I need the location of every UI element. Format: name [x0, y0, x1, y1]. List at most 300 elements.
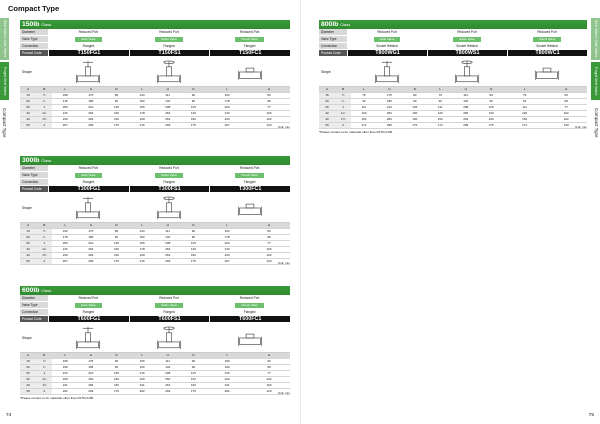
- diameter-cell: Reduced Port: [239, 166, 260, 170]
- diameter-cell: Reduced Port: [159, 30, 179, 34]
- table-cell: 120: [545, 123, 587, 129]
- table-cell: 229: [206, 117, 248, 123]
- column-header: L: [206, 223, 248, 229]
- table-cell: 165: [52, 359, 78, 365]
- column-header: B: [36, 87, 52, 93]
- table-cell: 263: [377, 111, 402, 117]
- table-cell: 90: [478, 93, 503, 99]
- diameter-cell: Reduced Port: [537, 30, 557, 34]
- class-suffix: Class: [41, 158, 52, 163]
- product-code-cell[interactable]: T600FC1: [209, 316, 290, 322]
- table-cell: 210: [377, 105, 402, 111]
- table-cell: 92: [504, 99, 546, 105]
- valve-drawing: [209, 57, 290, 86]
- column-header: L: [52, 87, 78, 93]
- table-cell: 178: [129, 111, 155, 117]
- shape-row: [20, 193, 290, 223]
- table-cell: ½: [36, 229, 52, 235]
- table-cell: 292: [206, 389, 248, 395]
- table-cell: 20: [319, 99, 335, 105]
- table-cell: 152: [206, 229, 248, 235]
- table-cell: 263: [78, 247, 104, 253]
- valve-type-cell: [48, 36, 129, 42]
- table-cell: 125: [104, 105, 130, 111]
- column-header: A: [319, 87, 335, 93]
- table-cell: 92: [428, 99, 453, 105]
- table-cell: 172: [504, 123, 546, 129]
- class-300lb-section: [20, 156, 290, 265]
- table-cell: 210: [78, 371, 104, 377]
- table-cell: 216: [52, 247, 78, 253]
- table-cell: 208: [155, 105, 181, 111]
- shape-label: Shape: [22, 335, 32, 340]
- table-cell: 292: [52, 389, 78, 395]
- valve-type-badge: Gate Valve: [374, 37, 401, 42]
- column-header: H: [248, 87, 290, 93]
- valve-type-badge: Gate Valve: [75, 173, 102, 178]
- table-cell: 160: [181, 253, 207, 259]
- valve-type-badge: Gate Valve: [75, 37, 102, 42]
- table-cell: 175: [377, 93, 402, 99]
- table-cell: 77: [545, 105, 587, 111]
- table-cell: 152: [52, 229, 78, 235]
- globe-valve-icon: [156, 195, 182, 221]
- table-cell: 111: [155, 93, 181, 99]
- product-code-cell[interactable]: T300FC1: [209, 186, 290, 192]
- column-header: H: [155, 353, 181, 359]
- diameter-cell: Reduced Port: [78, 30, 99, 34]
- product-code-cell[interactable]: T800WC1: [507, 50, 587, 56]
- table-cell: 125: [181, 105, 207, 111]
- class-suffix: Class: [41, 22, 52, 27]
- table-cell: 2: [36, 389, 52, 395]
- table-cell: 79: [428, 93, 453, 99]
- table-cell: 299: [78, 259, 104, 265]
- connection-cell: Socket Welded: [536, 44, 558, 48]
- column-header: D: [104, 87, 130, 93]
- globe-valve-icon: [454, 59, 480, 85]
- diameter-cell: Reduced Port: [239, 30, 260, 34]
- connection-cell: Flanged: [82, 310, 95, 314]
- globe-valve-icon: [156, 59, 182, 85]
- valve-type-label: Valve Type: [20, 36, 48, 42]
- table-cell: 152: [351, 117, 376, 123]
- check-valve-icon: [237, 325, 263, 351]
- table-cell: 25: [20, 241, 36, 247]
- column-header: L: [129, 353, 155, 359]
- table-cell: 60: [248, 229, 290, 235]
- product-code-label: Product Code: [319, 50, 347, 56]
- valve-type-row: [20, 302, 290, 309]
- column-header: B: [335, 87, 351, 93]
- connection-label: Connection: [319, 43, 347, 49]
- table-cell: 175: [478, 123, 503, 129]
- column-header: H: [453, 87, 478, 93]
- table-cell: 175: [78, 229, 104, 235]
- table-cell: 20: [20, 99, 36, 105]
- table-cell: 216: [206, 111, 248, 117]
- connection-cell: Flanged: [163, 310, 175, 314]
- table-cell: 216: [206, 247, 248, 253]
- table-cell: 15: [20, 359, 36, 365]
- table-cell: 90: [104, 365, 130, 371]
- column-header: D: [402, 87, 427, 93]
- shape-label: Shape: [22, 205, 32, 210]
- table-cell: 111: [155, 229, 181, 235]
- diameter-row: [20, 165, 290, 172]
- side-label: Compact Type: [594, 108, 599, 138]
- class-600lb-section: [20, 286, 290, 400]
- class-name: 300lb: [22, 157, 40, 164]
- valve-type-cell: [48, 172, 129, 178]
- table-cell: 160: [104, 247, 130, 253]
- table-cell: 260: [155, 111, 181, 117]
- table-cell: 299: [78, 389, 104, 395]
- connection-cell: Flanged: [243, 310, 256, 314]
- table-cell: 125: [478, 105, 503, 111]
- table-cell: 229: [52, 253, 78, 259]
- table-cell: 90: [104, 235, 130, 241]
- valve-type-cell: [427, 36, 507, 42]
- table-cell: 68: [248, 235, 290, 241]
- table-cell: 1½: [36, 383, 52, 389]
- connection-cell: Flanged: [82, 180, 95, 184]
- product-code-row: [20, 50, 290, 57]
- table-cell: 216: [52, 111, 78, 117]
- table-cell: 152: [428, 117, 453, 123]
- connection-cell: Flanged: [163, 44, 175, 48]
- table-cell: 120: [248, 259, 290, 265]
- column-header: D: [181, 87, 207, 93]
- table-cell: 102: [248, 117, 290, 123]
- diameter-cell: Reduced Port: [78, 166, 99, 170]
- diameter-label: Diameter: [20, 29, 48, 35]
- table-cell: 178: [129, 247, 155, 253]
- table-cell: 216: [52, 371, 78, 377]
- diameter-cell: Reduced Port: [78, 296, 99, 300]
- table-cell: 15: [20, 229, 36, 235]
- class-name: 600lb: [22, 287, 40, 294]
- table-cell: 102: [248, 111, 290, 117]
- valve-type-label: Valve Type: [20, 302, 48, 308]
- unit-label: Unit: mm: [278, 125, 290, 129]
- table-cell: 130: [181, 111, 207, 117]
- column-header: H: [155, 87, 181, 93]
- table-cell: 120: [504, 111, 546, 117]
- column-header: H: [78, 353, 104, 359]
- table-cell: 111: [428, 105, 453, 111]
- valve-type-cell: [347, 36, 427, 42]
- table-cell: 160: [181, 117, 207, 123]
- connection-row: [20, 43, 290, 50]
- table-cell: 90: [181, 99, 207, 105]
- table-cell: 175: [78, 359, 104, 365]
- product-code-cell[interactable]: T150FC1: [209, 50, 290, 56]
- table-cell: 118: [52, 99, 78, 105]
- table-cell: 40: [319, 117, 335, 123]
- table-cell: 165: [129, 359, 155, 365]
- connection-label: Connection: [20, 179, 48, 185]
- diameter-row: [20, 295, 290, 302]
- product-code-cell[interactable]: T150FG1: [48, 50, 129, 56]
- diameter-label: Diameter: [20, 165, 48, 171]
- product-code-cell[interactable]: T600FG1: [48, 316, 129, 322]
- table-cell: 165: [129, 105, 155, 111]
- table-cell: 111: [155, 359, 181, 365]
- column-header: H: [155, 223, 181, 229]
- product-code-cell[interactable]: T150FS1: [129, 50, 210, 56]
- table-cell: 178: [52, 235, 78, 241]
- table-cell: 190: [129, 253, 155, 259]
- valve-type-cell: [129, 302, 210, 308]
- unit-label: Unit: mm: [278, 261, 290, 265]
- valve-drawing: [48, 323, 129, 352]
- table-cell: 2: [36, 123, 52, 129]
- valve-drawing: [347, 57, 427, 86]
- class-800lb-section: [319, 20, 587, 134]
- table-cell: 1¼: [36, 247, 52, 253]
- table-cell: 90: [181, 359, 207, 365]
- table-cell: 186: [78, 365, 104, 371]
- table-cell: 208: [155, 241, 181, 247]
- table-cell: 210: [78, 241, 104, 247]
- column-header: H: [545, 87, 587, 93]
- table-cell: 299: [155, 259, 181, 265]
- class-header: [20, 20, 290, 29]
- valve-drawing: [48, 57, 129, 86]
- table-row: [20, 389, 290, 395]
- valve-type-label: Valve Type: [20, 172, 48, 178]
- table-cell: 190: [129, 117, 155, 123]
- table-cell: 152: [129, 235, 155, 241]
- table-cell: 1¼: [335, 111, 351, 117]
- table-row: [20, 259, 290, 265]
- table-cell: ½: [36, 93, 52, 99]
- table-cell: 50: [20, 123, 36, 129]
- column-header: L: [428, 87, 453, 93]
- table-cell: 40: [20, 117, 36, 123]
- valve-type-cell: [209, 302, 290, 308]
- table-cell: 175: [104, 259, 130, 265]
- table-cell: 1¼: [36, 377, 52, 383]
- valve-drawing: [507, 57, 587, 86]
- table-cell: 152: [129, 99, 155, 105]
- connection-row: [20, 309, 290, 316]
- product-code-row: [20, 316, 290, 323]
- table-cell: 125: [181, 371, 207, 377]
- column-header: L: [351, 87, 376, 93]
- table-cell: 208: [453, 105, 478, 111]
- table-cell: 267: [52, 259, 78, 265]
- table-cell: 267: [52, 123, 78, 129]
- table-cell: 125: [104, 371, 130, 377]
- table-cell: 130: [181, 247, 207, 253]
- valve-drawing: [209, 193, 290, 222]
- table-cell: 25: [20, 371, 36, 377]
- class-150lb-section: [20, 20, 290, 129]
- table-cell: 160: [402, 117, 427, 123]
- column-header: D: [104, 223, 130, 229]
- table-cell: 229: [52, 377, 78, 383]
- table-cell: 60: [248, 359, 290, 365]
- table-cell: 299: [155, 389, 181, 395]
- table-cell: 263: [453, 117, 478, 123]
- diameter-label: Diameter: [319, 29, 347, 35]
- table-cell: 60: [248, 93, 290, 99]
- class-name: 150lb: [22, 21, 40, 28]
- table-cell: 50: [20, 259, 36, 265]
- column-header: H: [248, 353, 290, 359]
- table-cell: 1¼: [36, 111, 52, 117]
- product-code-cell[interactable]: T300FG1: [48, 186, 129, 192]
- table-cell: 283: [78, 117, 104, 123]
- product-code-cell[interactable]: T800WG1: [347, 50, 427, 56]
- table-cell: 90: [402, 99, 427, 105]
- dimension-table: [20, 223, 290, 265]
- table-row: [319, 123, 587, 129]
- connection-row: [20, 179, 290, 186]
- valve-drawing: [129, 193, 210, 222]
- table-cell: 175: [402, 123, 427, 129]
- column-header: D: [181, 353, 207, 359]
- table-cell: 210: [78, 105, 104, 111]
- product-code-cell[interactable]: T800WS1: [427, 50, 507, 56]
- table-cell: 216: [129, 259, 155, 265]
- shape-row: [319, 57, 587, 87]
- table-cell: 102: [545, 111, 587, 117]
- table-cell: 299: [155, 123, 181, 129]
- table-cell: 283: [78, 383, 104, 389]
- valve-type-cell: [129, 172, 210, 178]
- connection-label: Connection: [20, 43, 48, 49]
- table-cell: 68: [545, 99, 587, 105]
- page-number: 75: [588, 413, 594, 418]
- table-cell: 263: [155, 117, 181, 123]
- table-cell: 186: [78, 235, 104, 241]
- table-cell: 263: [78, 111, 104, 117]
- table-cell: 140: [453, 99, 478, 105]
- table-cell: 175: [181, 389, 207, 395]
- valve-type-badge: Check Valve: [235, 173, 264, 178]
- connection-cell: Socket Welded: [376, 44, 398, 48]
- table-cell: 140: [155, 99, 181, 105]
- table-cell: 263: [78, 377, 104, 383]
- table-cell: 160: [478, 117, 503, 123]
- table-cell: 92: [351, 99, 376, 105]
- table-cell: 90: [181, 235, 207, 241]
- table-cell: 60: [545, 93, 587, 99]
- table-cell: ¾: [335, 99, 351, 105]
- side-tab-steel-valves[interactable]: Steel Valves / Gate Valves: [591, 18, 600, 60]
- table-cell: 90: [478, 99, 503, 105]
- diameter-cell: Reduced Port: [377, 30, 397, 34]
- shape-label: Shape: [22, 69, 32, 74]
- table-cell: 130: [478, 111, 503, 117]
- valve-drawing: [427, 57, 507, 86]
- table-cell: 267: [206, 259, 248, 265]
- table-cell: 90: [104, 93, 130, 99]
- valve-type-cell: [129, 36, 210, 42]
- product-code-cell[interactable]: T600FS1: [129, 316, 210, 322]
- table-cell: 190: [52, 365, 78, 371]
- table-cell: 68: [248, 365, 290, 371]
- connection-cell: Flanged: [82, 44, 95, 48]
- column-header: D: [181, 223, 207, 229]
- table-cell: 15: [319, 93, 335, 99]
- valve-type-row: [20, 36, 290, 43]
- table-cell: 40: [20, 383, 36, 389]
- table-cell: 125: [104, 241, 130, 247]
- column-header: D: [478, 87, 503, 93]
- table-cell: 77: [248, 371, 290, 377]
- class-name: 800lb: [321, 21, 339, 28]
- table-cell: 90: [402, 93, 427, 99]
- table-cell: 125: [402, 105, 427, 111]
- valve-type-badge: Globe Valve: [155, 37, 183, 42]
- table-cell: 102: [248, 383, 290, 389]
- table-cell: ¾: [36, 99, 52, 105]
- table-cell: 79: [351, 93, 376, 99]
- table-cell: 260: [453, 111, 478, 117]
- valve-type-cell: [209, 36, 290, 42]
- side-tab-forged-steel[interactable]: Forged Steel Valves: [591, 62, 600, 100]
- table-cell: 140: [129, 229, 155, 235]
- column-header: B: [36, 223, 52, 229]
- table-cell: 260: [155, 247, 181, 253]
- table-cell: 120: [428, 111, 453, 117]
- diameter-row: [319, 29, 587, 36]
- column-header: A: [20, 223, 36, 229]
- product-code-cell[interactable]: T300FS1: [129, 186, 210, 192]
- side-tab-steel-valves[interactable]: Steel Valves / Gate Valves: [0, 18, 9, 60]
- table-cell: 90: [104, 99, 130, 105]
- table-cell: 160: [104, 377, 130, 383]
- product-code-label: Product Code: [20, 50, 48, 56]
- table-cell: 203: [52, 241, 78, 247]
- table-cell: ½: [335, 93, 351, 99]
- class-header: [20, 286, 290, 295]
- table-cell: 172: [351, 123, 376, 129]
- diameter-cell: Reduced Port: [239, 296, 260, 300]
- valve-drawing: [129, 323, 210, 352]
- class-header: [319, 20, 587, 29]
- table-cell: 140: [129, 93, 155, 99]
- table-row: [20, 123, 290, 129]
- page-title: Compact Type: [8, 4, 60, 13]
- valve-type-badge: Gate Valve: [75, 303, 102, 308]
- class-header: [20, 156, 290, 165]
- check-valve-icon: [534, 59, 560, 85]
- table-cell: 216: [206, 371, 248, 377]
- side-tab-forged-steel[interactable]: Forged Steel Valves: [0, 62, 9, 100]
- table-cell: 186: [377, 99, 402, 105]
- connection-cell: Socket Welded: [456, 44, 478, 48]
- check-valve-icon: [237, 59, 263, 85]
- table-cell: 32: [20, 247, 36, 253]
- valve-type-cell: [507, 36, 587, 42]
- table-cell: 178: [206, 99, 248, 105]
- table-cell: 108: [52, 93, 78, 99]
- dimension-table: [20, 87, 290, 129]
- column-header: H: [377, 87, 402, 93]
- page-number: 74: [6, 413, 12, 418]
- column-header: L: [52, 353, 78, 359]
- footnote: *Please contact us for materials other than ASTM A105.: [319, 130, 394, 134]
- valve-type-cell: [209, 172, 290, 178]
- column-header: H: [248, 223, 290, 229]
- table-cell: 140: [155, 365, 181, 371]
- table-cell: 50: [319, 123, 335, 129]
